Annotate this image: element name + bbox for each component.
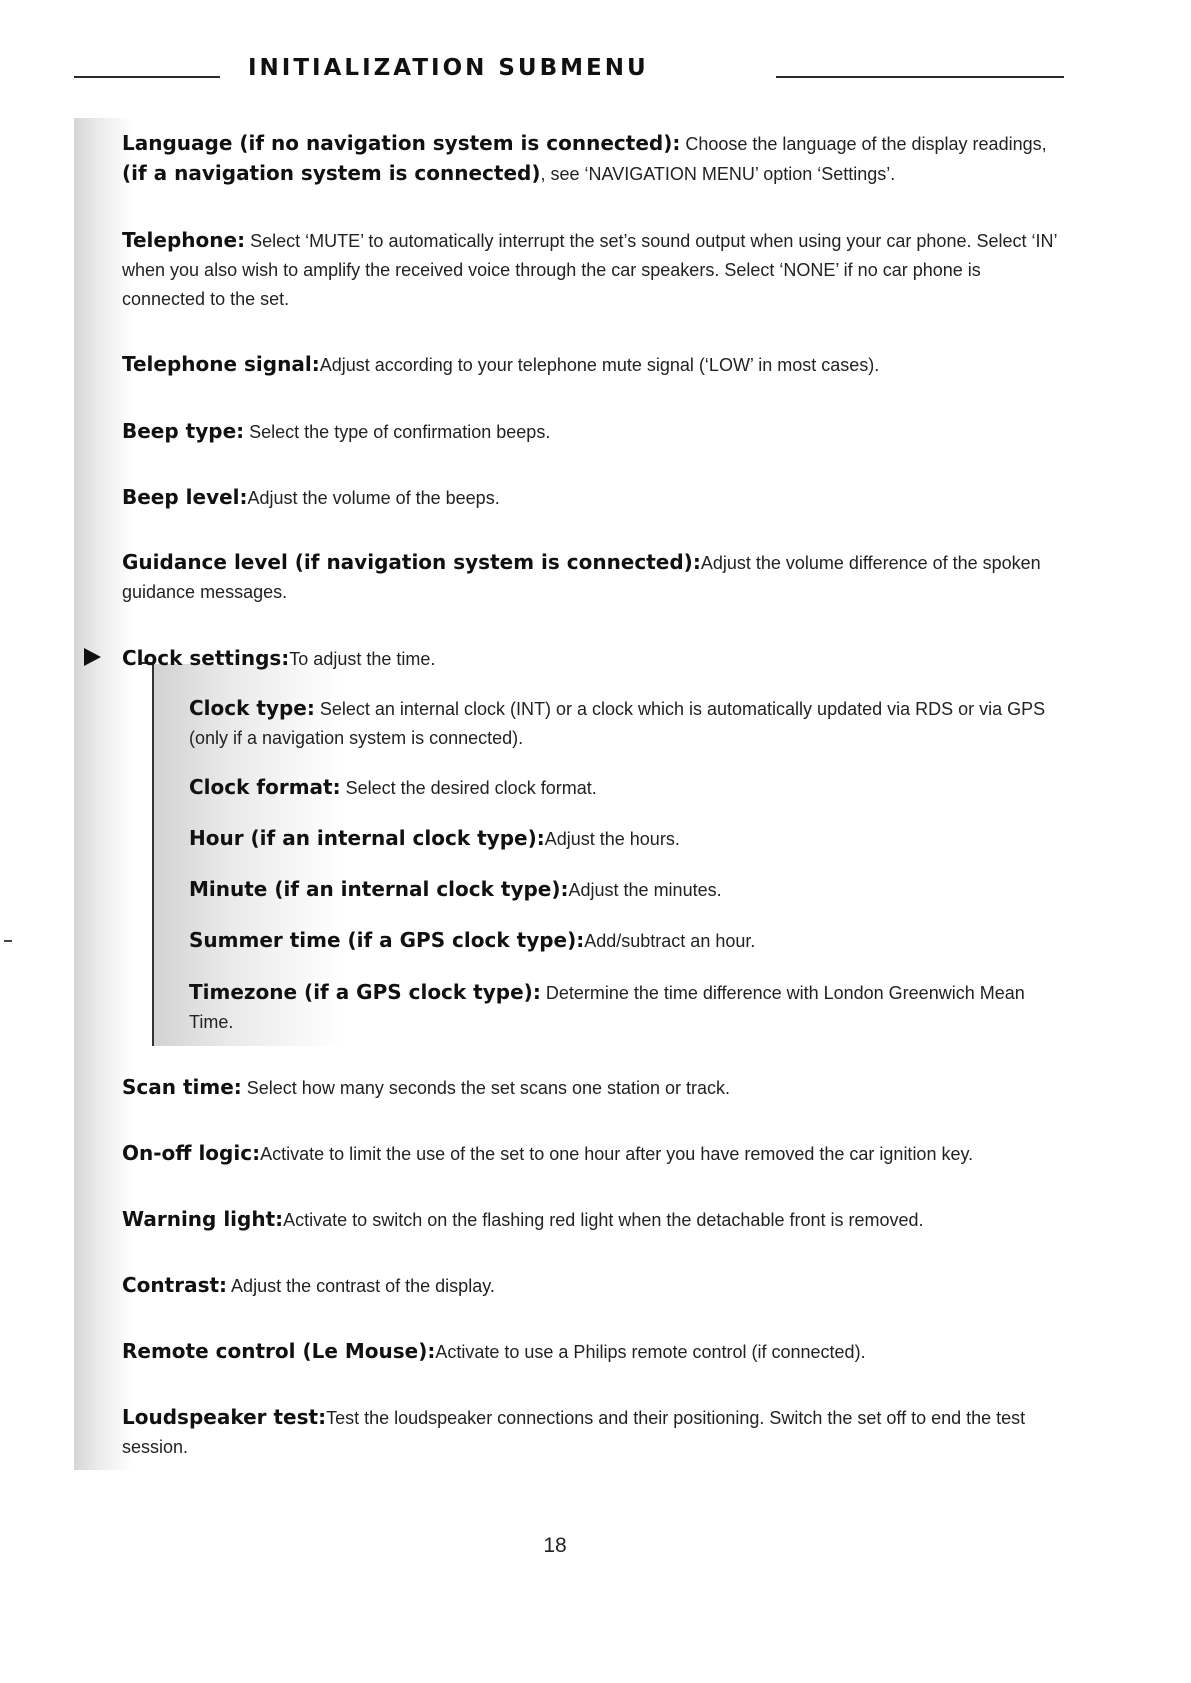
sub-entry-summer-time: Summer time (if a GPS clock type):Add/subtract an hour. — [189, 928, 756, 952]
entry-contrast: Contrast: Adjust the contrast of the display. — [122, 1273, 495, 1297]
entry-scan-time: Scan time: Select how many seconds the set scans one station or track. — [122, 1075, 731, 1099]
entry-text: Select the type of confirmation beeps. — [244, 422, 551, 442]
entry-text: Test the loudspeaker connections and their positioning. Switch the set off to end the test session. — [122, 1408, 1026, 1457]
entry-label: Guidance level (if navigation system is connected) — [122, 550, 693, 574]
sub-entry-minute: Minute (if an internal clock type):Adjust the minutes. — [189, 877, 722, 901]
entry-text: Choose the language of the display readings, — [680, 134, 1047, 154]
entry-text: Select ‘MUTE’ to automatically interrupt the set’s sound output when using your car phone. Select ‘IN’ when you also wish to amplify the received voice through the car speakers. Select ‘NONE’ if no car phone is connected to the set. — [122, 231, 1057, 309]
entry-remote-control: Remote control (Le Mouse):Activate to use a Philips remote control (if connected). — [122, 1339, 866, 1363]
entry-label: Beep type — [122, 419, 237, 443]
entry-label: Timezone (if a GPS clock type) — [189, 980, 533, 1004]
sub-entry-clock-type: Clock type: Select an internal clock (INT) or a clock which is automatically updated via RDS or via GPS (only if a navigation system is connected). — [189, 696, 1046, 748]
entry-label: Telephone — [122, 228, 238, 252]
entry-text: Add/subtract an hour. — [584, 931, 756, 951]
header-rule-left — [74, 76, 220, 78]
section-header — [74, 55, 1064, 99]
entry-label-secondary: (if a navigation system is connected) — [122, 161, 541, 185]
entry-loudspeaker-test: Loudspeaker test:Test the loudspeaker connections and their positioning. Switch the set off to end the test session. — [122, 1405, 1026, 1457]
entry-beep-type: Beep type: Select the type of confirmation beeps. — [122, 419, 551, 443]
entry-label: Language (if no navigation system is connected) — [122, 131, 673, 155]
entry-label: Summer time (if a GPS clock type) — [189, 928, 577, 952]
entry-text: Adjust the contrast of the display. — [227, 1276, 495, 1296]
sub-entry-clock-format: Clock format: Select the desired clock format. — [189, 775, 597, 799]
entry-label: Loudspeaker test — [122, 1405, 319, 1429]
entry-text: Activate to use a Philips remote control (if connected). — [435, 1342, 866, 1362]
entry-label: Clock type — [189, 696, 307, 720]
entry-text-secondary: , see ‘NAVIGATION MENU’ option ‘Settings’. — [540, 164, 896, 184]
entry-text: Adjust the hours. — [544, 829, 680, 849]
entry-label: Hour (if an internal clock type) — [189, 826, 537, 850]
entry-text: Adjust the volume of the beeps. — [247, 488, 500, 508]
entry-label: Remote control (Le Mouse) — [122, 1339, 428, 1363]
entry-language: Language (if no navigation system is connected): Choose the language of the display readings, (if a navigation system is connected), see ‘NAVIGATION MENU’ option ‘Settings’. — [122, 131, 1047, 185]
entry-clock-settings: Clock settings:To adjust the time. — [122, 646, 436, 670]
entry-guidance-level: Guidance level (if navigation system is connected):Adjust the volume difference of the spoken guidance messages. — [122, 550, 1041, 602]
margin-dash — [4, 940, 12, 942]
entry-label: Minute (if an internal clock type) — [189, 877, 561, 901]
submenu-bracket — [152, 662, 154, 1046]
entry-text: Adjust according to your telephone mute signal (‘LOW’ in most cases). — [319, 355, 880, 375]
sub-entry-timezone: Timezone (if a GPS clock type): Determine the time difference with London Greenwich Mean Time. — [189, 980, 1025, 1032]
entry-label: Contrast — [122, 1273, 220, 1297]
entry-telephone-signal: Telephone signal:Adjust according to your telephone mute signal (‘LOW’ in most cases). — [122, 352, 880, 376]
entry-on-off-logic: On-off logic:Activate to limit the use of the set to one hour after you have removed the car ignition key. — [122, 1141, 974, 1165]
pointer-arrow-icon — [84, 648, 101, 666]
page-number: 18 — [543, 1534, 567, 1557]
entry-warning-light: Warning light:Activate to switch on the flashing red light when the detachable front is removed. — [122, 1207, 924, 1231]
entry-label: Clock format — [189, 775, 333, 799]
entry-beep-level: Beep level:Adjust the volume of the beeps. — [122, 485, 500, 509]
entry-text: Determine the time difference with London Greenwich Mean Time. — [189, 983, 1025, 1032]
entry-text: Activate to switch on the flashing red light when the detachable front is removed. — [283, 1210, 924, 1230]
header-rule-right — [776, 76, 1064, 78]
entry-label: On-off logic — [122, 1141, 253, 1165]
sub-entry-hour: Hour (if an internal clock type):Adjust the hours. — [189, 826, 680, 850]
entry-label: Telephone signal — [122, 352, 312, 376]
entry-label: Scan time — [122, 1075, 234, 1099]
entry-telephone: Telephone: Select ‘MUTE’ to automatically interrupt the set’s sound output when using your car phone. Select ‘IN’ when you also wish to amplify the received voice through the car speakers. Select ‘NONE’ if no car phone is connected to the set. — [122, 228, 1057, 309]
margin-shading — [74, 118, 132, 1470]
entry-text: To adjust the time. — [289, 649, 436, 669]
page-title: INITIALIZATION SUBMENU — [248, 55, 649, 81]
entry-label: Beep level — [122, 485, 240, 509]
entry-text: Activate to limit the use of the set to one hour after you have removed the car ignition key. — [260, 1144, 974, 1164]
entry-text: Select how many seconds the set scans one station or track. — [241, 1078, 731, 1098]
entry-label: Clock settings — [122, 646, 282, 670]
entry-text: Adjust the minutes. — [568, 880, 722, 900]
entry-text: Select an internal clock (INT) or a clock which is automatically updated via RDS or via GPS (only if a navigation system is connected). — [189, 699, 1046, 748]
entry-label: Warning light — [122, 1207, 276, 1231]
entry-text: Select the desired clock format. — [340, 778, 597, 798]
entry-text: Adjust the volume difference of the spoken guidance messages. — [122, 553, 1041, 602]
